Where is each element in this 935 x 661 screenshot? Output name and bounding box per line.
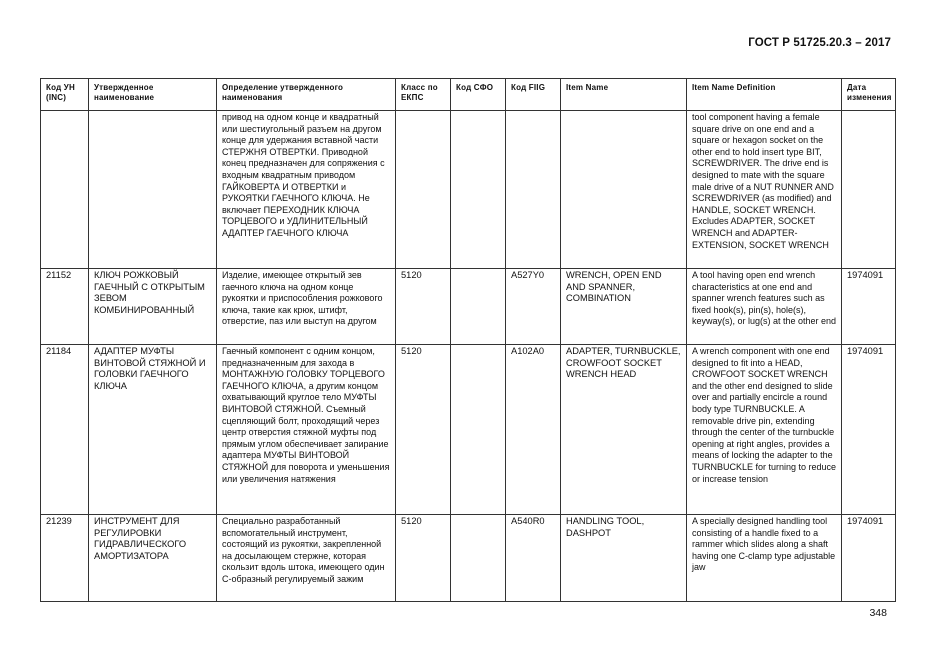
table-row [41,345,896,515]
cell-sfo-code [451,515,506,602]
cell-definition-ru: привод на одном конце и квадратный или шестиугольный разъем на другом конце для удержания вставной части СТЕРЖНЯ ОТВЕРТКИ. Приводной конец предназначен для сопряжения с входным квадратным приводом ГАЙКОВЕРТА И ОТВЕРТКИ и РУКОЯТКИ ГАЕЧНОГО КЛЮЧА. Не включает ПЕРЕХОДНИК КЛЮЧА ТОРЦЕВОГО и УДЛИНИТЕЛЬНЫЙ АДАПТЕР ГАЕЧНОГО КЛЮЧА [217,111,396,269]
cell-item-name-definition: A wrench component with one end designed to fit into a HEAD, CROWFOOT SOCKET WRENCH and the other end designed to slide over and partially encircle a round body type TURNBUCKLE. A removable drive pin, extending through the center of the turnbuckle opening at right angles, provides a means of locking the adapter to the TURNBUCKLE for turning to reduce or increase tension [687,345,842,515]
cell-fiig-code: A540R0 [506,515,561,602]
cell-definition-ru: Специально разработанный вспомогательный инструмент, состоящий из рукоятки, закрепленной на досылающем стержне, которая скользит вдоль штока, имеющего один С-образный регулируемый зажим [217,515,396,602]
col-header-definition-ru: Определение утвержденного наименования [217,79,396,111]
cell-item-name-definition: tool component having a female square drive on one end and a square or hexagon socket on the other end to hold insert type BIT, SCREWDRIVER. The drive end is designed to mate with the square male drive of a NUT RUNNER AND SCREWDRIVER (as modified) and HANDLE, SOCKET WRENCH. Excludes ADAPTER, SOCKET WRENCH and ADAPTER-EXTENSION, SOCKET WRENCH [687,111,842,269]
cell-inc: 21184 [41,345,89,515]
cell-inc [41,111,89,269]
table-row [41,269,896,345]
cell-change-date: 1974091 [842,269,896,345]
cell-inc: 21239 [41,515,89,602]
cell-definition-ru: Изделие, имеющее открытый зев гаечного ключа на одном конце рукоятки и приспособления рожкового ключа, такие как крюк, штифт, отверстие, паз или выступ на другом [217,269,396,345]
table-row [41,515,896,602]
cell-fiig-code [506,111,561,269]
cell-item-name-definition: A tool having open end wrench characteristics at one end and spanner wrench features such as fixed hook(s), pin(s), hole(s), keyway(s), or lug(s) at the other end [687,269,842,345]
document-header: ГОСТ Р 51725.20.3 – 2017 [748,37,891,49]
cell-name-ru: ИНСТРУМЕНТ ДЛЯ РЕГУЛИРОВКИ ГИДРАВЛИЧЕСКОГО АМОРТИЗАТОРА [89,515,217,602]
cell-ekps-class [396,111,451,269]
cell-sfo-code [451,269,506,345]
cell-sfo-code [451,111,506,269]
cell-item-name [561,111,687,269]
cell-name-ru [89,111,217,269]
col-header-ekps-class: Класс по ЕКПС [396,79,451,111]
table-row [41,111,896,269]
page-number: 348 [869,607,887,619]
col-header-name-ru: Утвержденное наименование [89,79,217,111]
col-header-item-name-definition: Item Name Definition [687,79,842,111]
cell-inc: 21152 [41,269,89,345]
cell-fiig-code: A102A0 [506,345,561,515]
col-header-inc: Код УН (INC) [41,79,89,111]
cell-definition-ru: Гаечный компонент с одним концом, предназначенным для захода в МОНТАЖНУЮ ГОЛОВКУ ТОРЦЕВОГО ГАЕЧНОГО КЛЮЧА, а другим концом охватывающий круглое тело МУФТЫ ВИНТОВОЙ СТЯЖНОЙ. Съемный сцепляющий болт, проходящий через центр отверстия стяжной муфты под прямым углом обеспечивает запирание адаптера МУФТЫ ВИНТОВОЙ СТЯЖНОЙ для поворота и уменьшения или увеличения натяжения [217,345,396,515]
cell-ekps-class: 5120 [396,345,451,515]
cell-fiig-code: A527Y0 [506,269,561,345]
cell-change-date: 1974091 [842,345,896,515]
cell-item-name: HANDLING TOOL, DASHPOT [561,515,687,602]
col-header-change-date: Дата изменения [842,79,896,111]
cell-item-name: WRENCH, OPEN END AND SPANNER, COMBINATION [561,269,687,345]
cell-ekps-class: 5120 [396,515,451,602]
table-header-row [41,79,896,111]
cell-item-name: ADAPTER, TURNBUCKLE, CROWFOOT SOCKET WRENCH HEAD [561,345,687,515]
cell-change-date [842,111,896,269]
nomenclature-table [40,78,896,602]
cell-name-ru: АДАПТЕР МУФТЫ ВИНТОВОЙ СТЯЖНОЙ И ГОЛОВКИ ГАЕЧНОГО КЛЮЧА [89,345,217,515]
cell-change-date: 1974091 [842,515,896,602]
cell-ekps-class: 5120 [396,269,451,345]
cell-name-ru: КЛЮЧ РОЖКОВЫЙ ГАЕЧНЫЙ С ОТКРЫТЫМ ЗЕВОМ КОМБИНИРОВАННЫЙ [89,269,217,345]
col-header-item-name: Item Name [561,79,687,111]
col-header-sfo-code: Код СФО [451,79,506,111]
cell-item-name-definition: A specially designed handling tool consisting of a handle fixed to a rammer which slides along a shaft having one C-clamp type adjustable jaw [687,515,842,602]
col-header-fiig-code: Код FIIG [506,79,561,111]
cell-sfo-code [451,345,506,515]
